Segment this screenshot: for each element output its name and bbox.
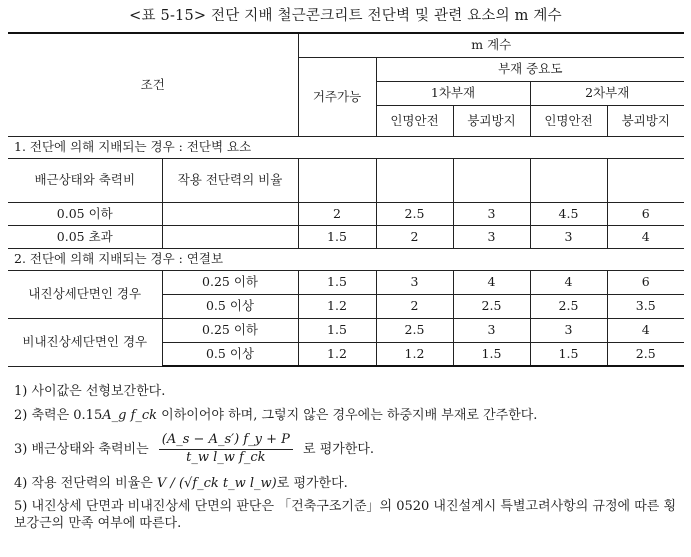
s1-row1-ls2: 4.5 xyxy=(530,202,607,225)
s1-row2-ls1: 2 xyxy=(376,225,453,248)
note-3-pre: 3) 배근상태와 축력비는 xyxy=(14,441,149,457)
s2-g1-row1-ls2: 4 xyxy=(530,270,607,294)
s2-group1-label: 내진상세단면인 경우 xyxy=(8,270,162,318)
s1-row2-cp1: 3 xyxy=(453,225,530,248)
s2-g2-row1-b: 0.25 이하 xyxy=(162,318,298,342)
s2-g2-row1-cp1: 3 xyxy=(453,318,530,342)
header-primary: 1차부재 xyxy=(376,81,530,105)
s2-g1-row2-b: 0.5 이상 xyxy=(162,294,298,318)
s1-row2-a: 0.05 초과 xyxy=(8,225,162,248)
s1-row2-io: 1.5 xyxy=(298,225,376,248)
s2-g2-row2-io: 1.2 xyxy=(298,342,376,366)
section1-title: 1. 전단에 의해 지배되는 경우 : 전단벽 요소 xyxy=(8,136,684,158)
s1-row1-io: 2 xyxy=(298,202,376,225)
header-immediate-occupancy: 거주가능 xyxy=(298,57,376,136)
note-4-post: 로 평가한다. xyxy=(276,476,348,491)
s2-g1-row2-io: 1.2 xyxy=(298,294,376,318)
s2-g2-row2-b: 0.5 이상 xyxy=(162,342,298,366)
s1-row2-b xyxy=(162,225,298,248)
s1-row2-ls2: 3 xyxy=(530,225,607,248)
s2-g2-row2-cp2: 2.5 xyxy=(607,342,684,366)
note-2-pre: 2) 축력은 0.15 xyxy=(14,408,103,423)
header-cp-primary: 붕괴방지 xyxy=(453,105,530,136)
note-3 xyxy=(14,432,374,467)
s2-g1-row2-ls1: 2 xyxy=(376,294,453,318)
s2-g2-row1-ls1: 2.5 xyxy=(376,318,453,342)
s2-g2-row1-ls2: 3 xyxy=(530,318,607,342)
s1-row1-a: 0.05 이하 xyxy=(8,202,162,225)
table-caption: <표 5-15> 전단 지배 철근콘크리트 전단벽 및 관련 요소의 m 계수 xyxy=(129,8,562,24)
note-4-math: V / (√f_ck t_w l_w) xyxy=(156,476,277,491)
header-cp-secondary: 붕괴방지 xyxy=(607,105,684,136)
note-3-numerator: (A_s − A_s′) f_y + P xyxy=(159,432,293,450)
header-condition: 조건 xyxy=(8,33,298,136)
s2-g2-row2-ls1: 1.2 xyxy=(376,342,453,366)
section2-title: 2. 전단에 의해 지배되는 경우 : 연결보 xyxy=(8,248,684,270)
section1-col-b: 작용 전단력의 비율 xyxy=(162,158,298,202)
s2-g1-row1-io: 1.5 xyxy=(298,270,376,294)
section1-col-a: 배근상태와 축력비 xyxy=(8,158,162,202)
note-1: 1) 사이값은 선형보간한다. xyxy=(14,384,166,399)
note-3-denominator: t_w l_w f_ck xyxy=(186,449,266,465)
s2-g2-row2-ls2: 1.5 xyxy=(530,342,607,366)
s1-row1-cp2: 6 xyxy=(607,202,684,225)
s1-row1-ls1: 2.5 xyxy=(376,202,453,225)
note-4 xyxy=(14,476,348,493)
note-3-post: 로 평가한다. xyxy=(303,441,375,457)
s2-g2-row1-cp2: 4 xyxy=(607,318,684,342)
s1-row2-cp2: 4 xyxy=(607,225,684,248)
header-ls-secondary: 인명안전 xyxy=(530,105,607,136)
note-2 xyxy=(14,408,537,425)
s2-g1-row1-cp1: 4 xyxy=(453,270,530,294)
header-m-factor: m 계수 xyxy=(298,33,684,57)
header-secondary: 2차부재 xyxy=(530,81,684,105)
s2-g1-row1-cp2: 6 xyxy=(607,270,684,294)
header-ls-primary: 인명안전 xyxy=(376,105,453,136)
s2-g1-row2-cp1: 2.5 xyxy=(453,294,530,318)
note-4-pre: 4) 작용 전단력의 비율은 xyxy=(14,476,153,491)
note-3-fraction xyxy=(159,432,293,467)
s2-g1-row1-b: 0.25 이하 xyxy=(162,270,298,294)
s2-g2-row1-io: 1.5 xyxy=(298,318,376,342)
s2-group2-label: 비내진상세단면인 경우 xyxy=(8,318,162,366)
note-2-post: 이하이어야 하며, 그렇지 않은 경우에는 하중지배 부재로 간주한다. xyxy=(157,408,538,423)
s2-g1-row2-cp2: 3.5 xyxy=(607,294,684,318)
s1-row1-cp1: 3 xyxy=(453,202,530,225)
header-member-importance: 부재 중요도 xyxy=(376,57,684,81)
s2-g2-row2-cp1: 1.5 xyxy=(453,342,530,366)
s2-g1-row2-ls2: 2.5 xyxy=(530,294,607,318)
m-factor-table xyxy=(8,32,684,367)
s1-row1-b xyxy=(162,202,298,225)
note-2-math: A_g f_ck xyxy=(102,408,158,423)
note-5: 5) 내진상세 단면과 비내진상세 단면의 판단은 「건축구조기준」의 0520 내진설계시 특별고려사항의 규정에 따른 횡보강근의 만족 여부에 따른다. xyxy=(14,499,677,531)
s2-g1-row1-ls1: 3 xyxy=(376,270,453,294)
